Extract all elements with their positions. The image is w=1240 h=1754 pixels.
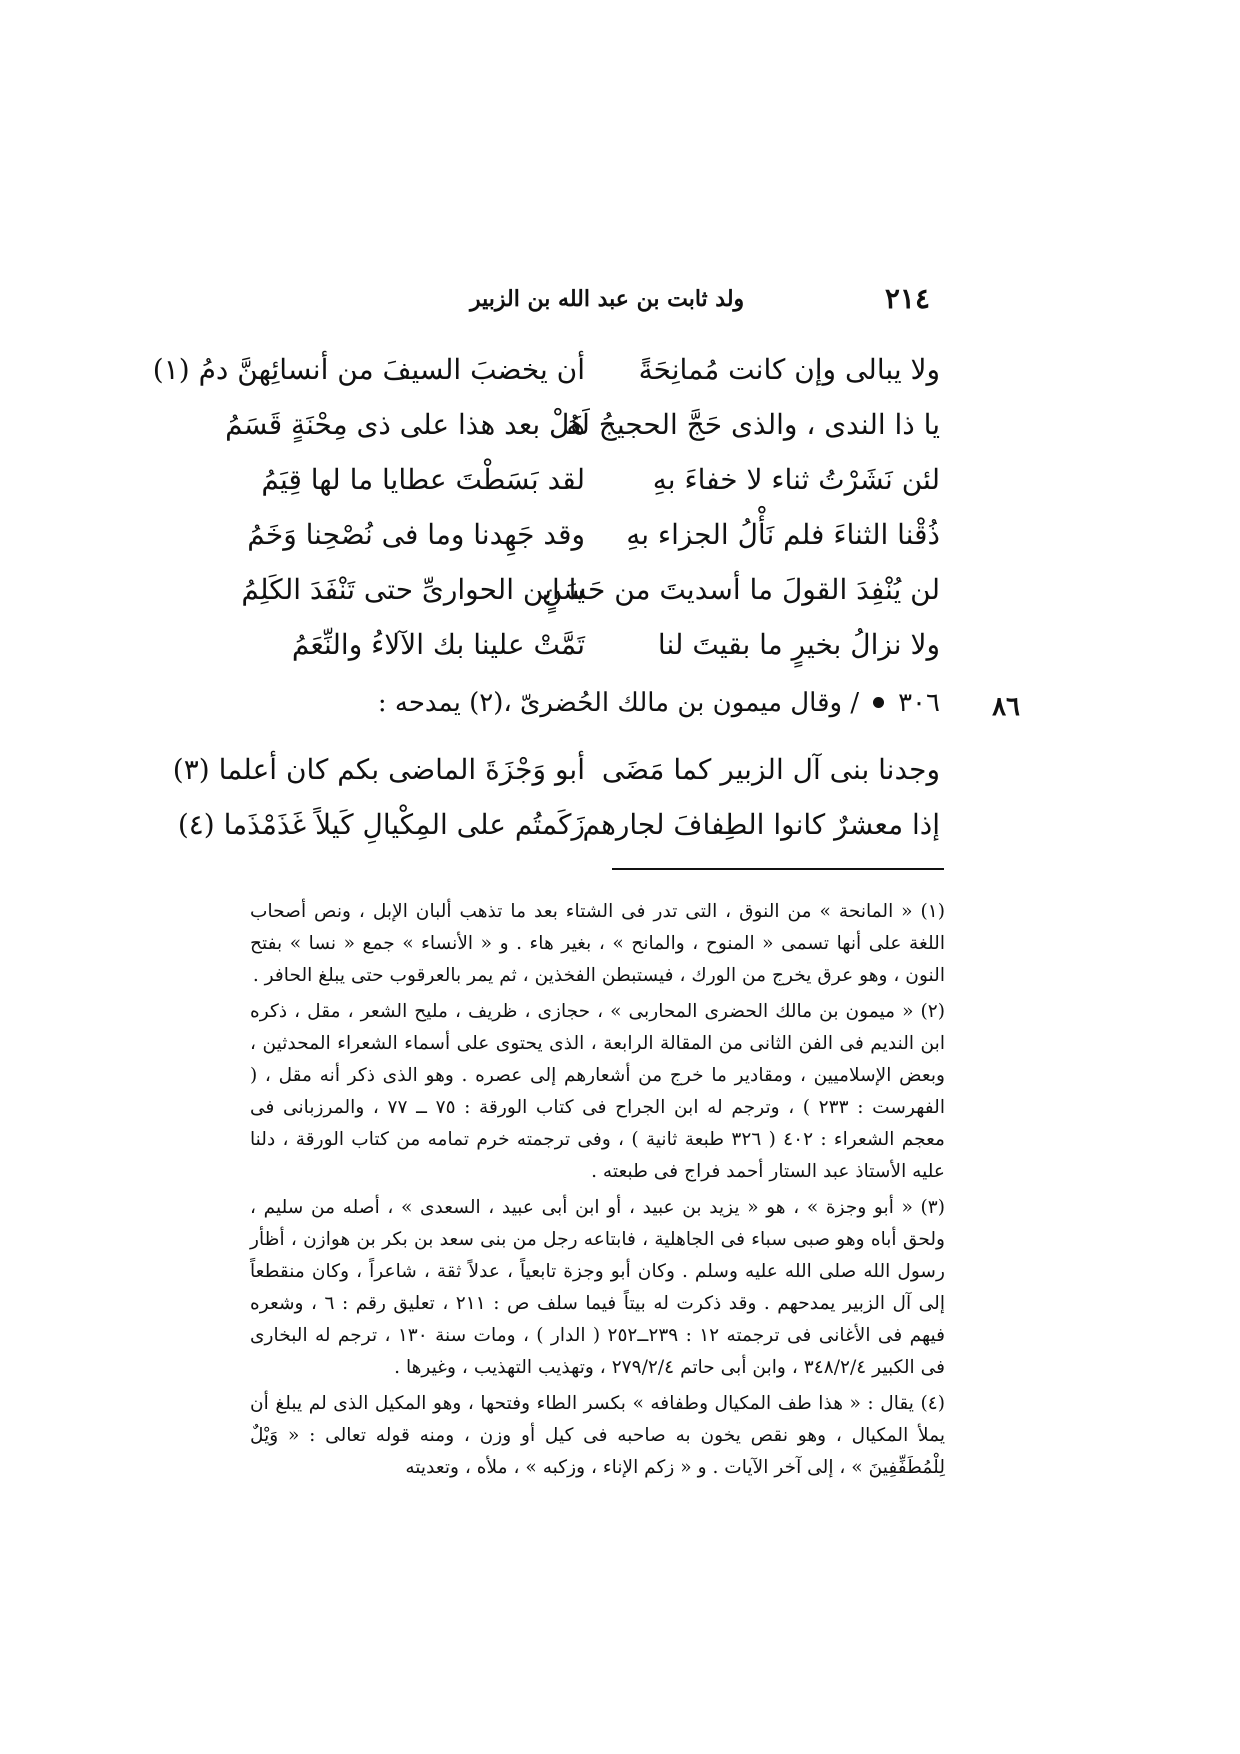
verse-second-hemistich: لقد بَسَطْتَ عطايا ما لها قِيَمُ [261, 463, 585, 496]
verse-first-hemistich: إذا معشرٌ كانوا الطِفافَ لجارهم [582, 808, 940, 841]
footnotes [250, 896, 945, 1488]
verse-first-hemistich: ولا نزالُ بخيرٍ ما بقيتَ لنا [657, 628, 940, 661]
verse-second-hemistich: زَكَمتُم على المِكْيالِ كَيلاً غَذَمْذَما (٤) [177, 808, 585, 841]
page-number: ٢١٤ [884, 282, 930, 315]
section-number: ٣٠٦ [898, 688, 940, 718]
verse [225, 403, 940, 458]
verse-first-hemistich: لئن نَشَرْتُ ثناء لا خفاءَ بهِ [652, 463, 940, 496]
section-intro-text: / وقال ميمون بن مالك الحُضرىّ ،(٢) يمدحه : [377, 688, 860, 718]
verse-second-hemistich: أبو وَجْزَةَ الماضى بكم كان أعلما (٣) [172, 753, 585, 786]
verse-first-hemistich: لن يُنْفِدَ القولَ ما أسديتَ من حَسَنٍ [541, 573, 940, 606]
verse-first-hemistich: ولا يبالى وإن كانت مُمانِحَةً [638, 353, 940, 386]
verse [247, 513, 940, 568]
footnote-1: (١) « المانحة » من النوق ، التى تدر فى الشتاء بعد ما تذهب ألبان الإبل ، ونص أصحاب اللغة على أنها تسمى « المنوح ، والمانح » ، بغير هاء . و « الأنساء » جمع « نسا » بفتح النون ، وهو عرق يخرج من الورك ، فيستبطن الفخذين ، ثم يمر بالعرقوب حتى يبلغ الحافر . [250, 901, 945, 986]
verse [241, 568, 940, 623]
page-header [470, 282, 930, 326]
verse [250, 458, 940, 513]
footnote-4: (٤) يقال : « هذا طف المكيال وطفافه » بكسر الطاء وفتحها ، وهو المكيل الذى لم يبلغ أن يملأ المكيال ، وهو نقص يخون به صاحبه فى كيل أو وزن ، ومنه قوله تعالى : « وَيْلٌ لِلْمُطَفِّفِينَ » ، إلى آخر الآيات . و « زكم الإناء ، وزكبه » ، ملأه ، وتعديته [250, 1393, 945, 1478]
verse-second-hemistich: أن يخضبَ السيفَ من أنسائِهنَّ دمُ (١) [152, 353, 585, 386]
running-title: ولد ثابت بن عبد الله بن الزبير [470, 286, 745, 312]
poem-first [152, 348, 940, 678]
verse-second-hemistich: يا ابن الحوارىِّ حتى تَنْفَدَ الكَلِمُ [241, 573, 585, 606]
verse-first-hemistich: ذُقْنا الثناءَ فلم نَأْلُ الجزاء بهِ [626, 518, 940, 551]
verse-second-hemistich: هَلْ بعد هذا على ذى مِحْنَةٍ قَسَمُ [225, 408, 585, 441]
footnote-2: (٢) « ميمون بن مالك الحضرى المحاربى » ، حجازى ، ظريف ، مليح الشعر ، مقل ، ذكره ابن النديم فى الفن الثانى من المقالة الرابعة ، الذى يحتوى على أسماء الشعراء المحدثين ، وبعض الإسلاميين ، ومقادير ما خرج من أشعارهم إلى عصره . وهو الذى ذكر أنه مقل ، ( الفهرست : ٢٣٣ ) ، وترجم له ابن الجراح فى كتاب الورقة : ٧٥ ــ ٧٧ ، والمرزبانى فى معجم الشعراء : ٤٠٢ ( ٣٢٦ طبعة ثانية ) ، وفى ترجمته خرم تمامه من كتاب الورقة ، دلنا عليه الأستاذ عبد الستار أحمد فراج فى طبعته . [250, 1001, 946, 1182]
margin-page-reference: ٨٦ [992, 692, 1020, 722]
verse [152, 348, 940, 403]
section-intro [350, 688, 940, 718]
verse [250, 623, 940, 678]
footnote-divider [612, 868, 944, 870]
footnote-3: (٣) « أبو وجزة » ، هو « يزيد بن عبيد ، أو ابن أبى عبيد ، السعدى » ، أصله من سليم ، ولحق أباه وهو صبى سباء فى الجاهلية ، فابتاعه رجل من بنى سعد بن بكر بن هوازن ، أظأر رسول الله صلى الله عليه وسلم . وكان أبو وجزة تابعياً ، عدلاً ثقة ، شاعراً ، وكان منقطعاً إلى آل الزبير يمدحهم . وقد ذكرت له بيتاً فيما سلف ص : ٢١١ ، تعليق رقم : ٦ ، وشعره فيهم فى الأغانى فى ترجمته ١٢ : ٢٣٩ــ٢٥٢ ( الدار ) ، ومات سنة ١٣٠ ، ترجم له البخارى فى الكبير ٣٤٨/٢/٤ ، وابن أبى حاتم ٢٧٩/٢/٤ ، وتهذيب التهذيب ، وغيرها . [250, 1197, 946, 1378]
verse-second-hemistich: تَمَّتْ علينا بك الآلاءُ والنِّعَمُ [291, 628, 585, 661]
verse-second-hemistich: وقد جَهِدنا وما فى نُصْحِنا وَخَمُ [247, 518, 585, 551]
verse-first-hemistich: يا ذا الندى ، والذى حَجَّ الحجيجُ لَهُ [566, 408, 940, 441]
verse [177, 803, 940, 858]
verse [172, 748, 940, 803]
bullet-icon [873, 697, 884, 708]
poem-second [172, 748, 940, 858]
verse-first-hemistich: وجدنا بنى آل الزبير كما مَضَى [601, 753, 940, 786]
